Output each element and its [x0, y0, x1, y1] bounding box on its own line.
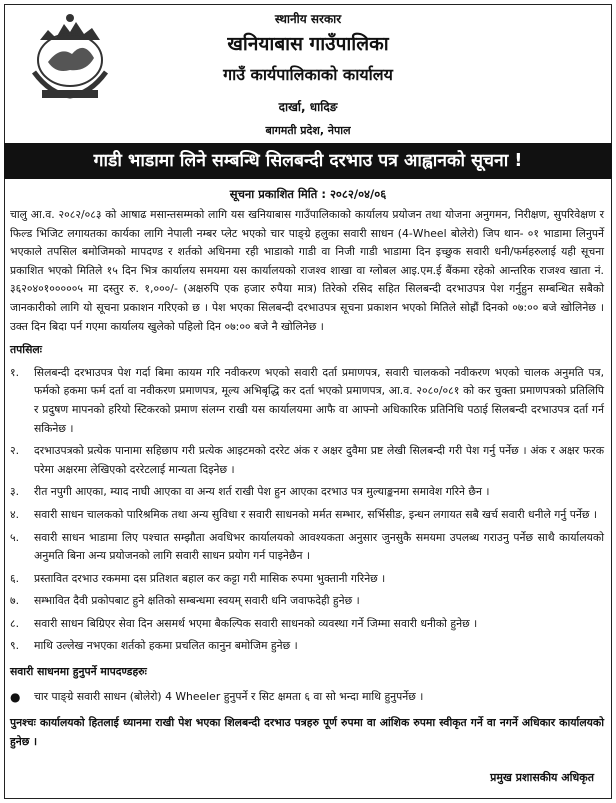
condition-item [10, 529, 604, 566]
condition-text: सवारी साधन भाडामा लिए पश्चात सम्झौता अवधिभर कार्यालयको आवश्यकता अनुसार जुनसुकै समयमा उपलब्ध गराउनु पर्नेछ साथै कार्यालयको अनुमति बिना अन्य प्रयोजनको लागि सवारी साधन प्रयोग गर्न पाइनेछैन । [34, 530, 604, 563]
condition-number: ३. [10, 485, 20, 499]
condition-number: २. [10, 444, 20, 458]
bullet-icon: ● [10, 689, 21, 704]
condition-item [10, 637, 604, 656]
condition-number: ६. [10, 571, 20, 585]
province-label: बागमती प्रदेश, नेपाल [265, 124, 351, 137]
office-name: गाउँ कार्यपालिकाको कार्यालय [223, 65, 393, 84]
condition-text: सवारी साधन चालकको पारिश्रमिक तथा अन्य सुविधा र सवारी साधनको मर्मत सम्भार, सर्भिसीङ, इन्धन लगायत सबै खर्च सवारी धनीले गर्नु पर्नेछ । [34, 507, 597, 521]
intro-paragraph: चालु आ.व. २०८२/०८३ को आषाढ मसान्तसम्मको लागि यस खनियाबास गाउँपालिकाको कार्यालय प्रयोजन तथा योजना अनुगमन, निरीक्षण, सुपरिवेक्षण र फिल्ड भिजिट लगायतका कार्यका लागि नेपाली नम्बर प्लेट भएको चार पाङ्ग्रे हलुका सवारी साधन (4-Wheel बोलेरो) जिप थान- ०१ भाडामा लिनुपर्ने भएकाले तपसिल बमोजिमको मापदण्ड र शर्तको अधिनमा रही भाडाको गाडी वा निजी गाडी भाडामा दिन इच्छुक सवारी धनी/फर्महरुलाई यही सूचना प्रकाशित भएको मितिले १५ दिन भित्र कार्यालय समयमा यस कार्यालयको राजश्व शाखा वा ग्लोबल आइ.एम.ई बैंकमा रहेको आन्तरिक राजश्व खाता नं. ३६२०४०१०००००५ मा दस्तुर रु. १,०००/- (अक्षरुपि एक हजार रुपैया मात्र) तिरेको रसिद सहित सिलबन्दी दरभाउपत्र पेश गर्नुहुन सम्बन्धित सबैको जानकारीको लागि यो सूचना प्रकाशन गरिएको छ । पेश भएका सिलबन्दी दरभाउपत्र सूचना प्रकाशन भएको मितिले सोह्रौं दिनको ०७:०० बजे खोलिनेछ । उक्त दिन बिदा पर्न गएमा कार्यालय खुलेको पहिलो दिन ०७:०० बजे नै खोलिनेछ । [10, 208, 604, 333]
condition-item [10, 592, 604, 611]
condition-number: ८. [10, 616, 20, 630]
vehicle-criteria-item [10, 688, 604, 707]
postscript-note: पुनश्चः कार्यालयको हितलाई ध्यानमा राखी पेश भएका शिलबन्दी दरभाउ पत्रहरु पूर्ण रुपमा वा आंशिक रुपमा स्वीकृत गर्ने वा नगर्ने अधिकार कार्यालयको हुनेछ । [10, 716, 604, 748]
conditions-list [10, 364, 604, 656]
condition-number: ५. [10, 530, 20, 544]
condition-item [10, 364, 604, 438]
condition-text: माथि उल्लेख नभएका शर्तको हकमा प्रचलित कानुन बमोजिम हुनेछ । [34, 639, 298, 653]
notice-body [10, 206, 604, 751]
condition-number: ४. [10, 507, 20, 521]
condition-text: सवारी साधन बिग्रिएर सेवा दिन असमर्थ भएमा बैकल्पिक सवारी साधनको व्यवस्था गर्ने जिम्मा सवारी धनीको हुनेछ । [34, 616, 478, 630]
condition-text: दरभाउपत्रको प्रत्येक पानामा सहिछाप गरी प्रत्येक आइटमको दररेट अंक र अक्षर दुवैमा प्रष्ट लेखी सिलबन्दी गरी पेश गर्नु पर्नेछ । अंक र अक्षर फरक परेमा अक्षरमा लेखिएको दररेटलाई मान्यता दिइनेछ । [34, 444, 604, 476]
condition-item [10, 483, 604, 502]
condition-item [10, 615, 604, 634]
office-address: दार्खा, धादिङ [278, 100, 338, 114]
condition-text: सम्भावित दैवी प्रकोपबाट हुने क्षतिको सम्बन्धमा स्वयम् सवारी धनि जवाफदेही हुनेछ । [34, 594, 360, 608]
condition-text: सिलबन्दी दरभाउपत्र पेश गर्दा बिमा कायम गरि नवीकरण भएको सवारी दर्ता प्रमाणपत्र, सवारी चालकको नवीकरण भएको चालक अनुमति पत्र, फर्मको हकमा फर्म दर्ता वा नवीकरण प्रमाणपत्र, मूल्य अभिबृद्धि कर दर्ता भएको प्रमाणपत्र, आ.व. २०८०/०८१ को कर चुक्ता प्रमाणपत्रको प्रतिलिपि र प्रदुषण मापनको हरियो स्टिकरको प्रमाण संलग्न राखी यस कार्यालयमा आफै वा आफ्नो अधिकारिक प्रतिनिधि पठाई सिलबन्दी दरभाउपत्र दर्ता गर्न सकिनेछ । [34, 365, 604, 435]
condition-item [10, 442, 604, 479]
vehicle-criteria-heading: सवारी साधनमा हुनुपर्ने मापदण्डहरुः [10, 665, 147, 679]
conditions-heading: तपसिलः [10, 343, 42, 357]
condition-number: १. [10, 365, 20, 379]
notice-title: गाडी भाडामा लिने सम्बन्धि सिलबन्दी दरभाउ पत्र आह्वानको सूचना ! [4, 143, 612, 179]
condition-item [10, 506, 604, 525]
condition-item [10, 570, 604, 589]
condition-number: ९. [10, 639, 20, 653]
municipality-name: खनियाबास गाउँपालिका [227, 33, 389, 55]
publish-date: सूचना प्रकाशित मिति : २०८२/०४/०६ [229, 187, 387, 201]
condition-text: प्रस्तावित दरभाउ रकममा दस प्रतिशत बहाल कर कट्टा गरी मासिक रुपमा भुक्तानी गरिनेछ । [34, 571, 386, 585]
government-label: स्थानीय सरकार [274, 12, 342, 26]
condition-number: ७. [10, 594, 20, 608]
signatory-title: प्रमुख प्रशासकीय अधिकृत [490, 771, 594, 784]
vehicle-criteria-text: चार पाङ्ग्रे सवारी साधन (बोलेरो) 4 Wheeler हुनुपर्ने र सिट क्षमता ६ वा सो भन्दा माथि हुनुपर्नेछ । [34, 689, 424, 703]
condition-text: रीत नपुगी आएका, म्याद नाघी आएका वा अन्य शर्त राखी पेश हुन आएका दरभाउ पत्र मुल्याङ्कनमा समावेश गरिने छैन । [34, 485, 490, 499]
